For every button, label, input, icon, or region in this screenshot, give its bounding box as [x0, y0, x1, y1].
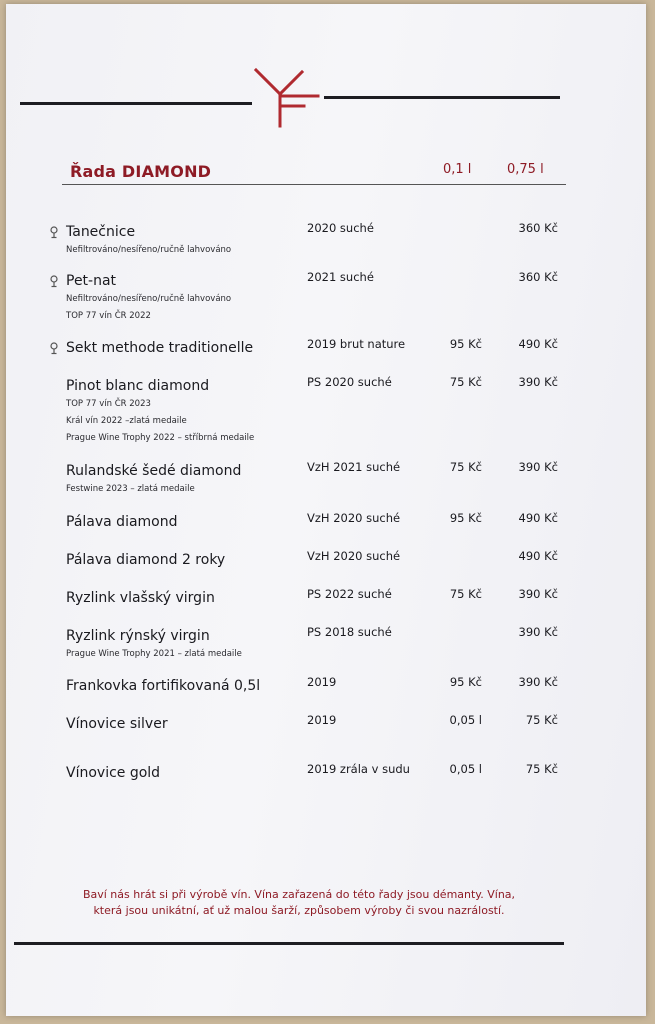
- top-rule-right: [324, 96, 560, 99]
- footer-note: [54, 887, 544, 919]
- price-bottle: 75 Kč: [525, 713, 558, 727]
- wine-note: Král vín 2022 –zlatá medaile: [66, 416, 187, 426]
- wine-note: Prague Wine Trophy 2022 – stříbrná medaile: [66, 433, 255, 443]
- price-bottle: 390 Kč: [518, 375, 558, 389]
- wine-glass-icon: [49, 342, 59, 356]
- footer-line-2: která jsou unikátní, ať už malou šarží, způsobem výroby či svou nazrálostí.: [93, 904, 505, 917]
- price-small: 75 Kč: [449, 460, 482, 474]
- menu-page: [6, 4, 646, 1016]
- wine-note: Nefiltrováno/nesířeno/ručně lahvováno: [66, 294, 232, 304]
- column-header-small: 0,1 l: [443, 162, 472, 177]
- price-small: 75 Kč: [449, 587, 482, 601]
- wine-name: Tanečnice: [66, 224, 136, 240]
- wine-name: Ryzlink vlašský virgin: [66, 590, 215, 606]
- price-bottle: 75 Kč: [525, 762, 558, 776]
- wine-name: Vínovice gold: [66, 765, 161, 781]
- wine-name: Rulandské šedé diamond: [66, 463, 242, 479]
- price-bottle: 490 Kč: [518, 511, 558, 525]
- wine-vintage: VzH 2021 suché: [307, 460, 401, 474]
- winery-logo: [254, 66, 324, 130]
- bottom-rule: [14, 942, 564, 945]
- wine-note: TOP 77 vín ČR 2023: [66, 399, 151, 409]
- wine-name: Vínovice silver: [66, 716, 168, 732]
- wine-vintage: 2021 suché: [307, 270, 374, 284]
- price-bottle: 360 Kč: [518, 270, 558, 284]
- price-small: 75 Kč: [449, 375, 482, 389]
- series-title: Řada DIAMOND: [70, 162, 212, 181]
- wine-vintage: VzH 2020 suché: [307, 549, 401, 563]
- wine-note: Nefiltrováno/nesířeno/ručně lahvováno: [66, 245, 232, 255]
- wine-name: Sekt methode traditionelle: [66, 340, 254, 356]
- wine-vintage: 2019 zrála v sudu: [307, 762, 410, 776]
- wine-vintage: VzH 2020 suché: [307, 511, 401, 525]
- wine-glass-icon: [49, 275, 59, 289]
- price-bottle: 390 Kč: [518, 460, 558, 474]
- wine-name: Ryzlink rýnský virgin: [66, 628, 210, 644]
- price-small: 95 Kč: [449, 337, 482, 351]
- wine-vintage: PS 2020 suché: [307, 375, 392, 389]
- wine-vintage: 2019: [307, 713, 337, 727]
- wine-glass-icon: [49, 226, 59, 240]
- price-small: 95 Kč: [449, 675, 482, 689]
- price-bottle: 490 Kč: [518, 549, 558, 563]
- wine-vintage: PS 2018 suché: [307, 625, 392, 639]
- price-bottle: 390 Kč: [518, 625, 558, 639]
- price-bottle: 390 Kč: [518, 675, 558, 689]
- top-rule-left: [20, 102, 252, 105]
- wine-note: Prague Wine Trophy 2021 – zlatá medaile: [66, 649, 242, 659]
- wine-vintage: 2020 suché: [307, 221, 374, 235]
- wine-vintage: 2019: [307, 675, 337, 689]
- column-header-large: 0,75 l: [507, 162, 544, 177]
- price-small: 95 Kč: [449, 511, 482, 525]
- wine-name: Pet-nat: [66, 273, 117, 289]
- wine-name: Pálava diamond 2 roky: [66, 552, 226, 568]
- header-divider: [62, 184, 566, 185]
- price-bottle: 490 Kč: [518, 337, 558, 351]
- price-small: 0,05 l: [449, 762, 482, 776]
- footer-line-1: Baví nás hrát si při výrobě vín. Vína zařazená do této řady jsou démanty. Vína,: [82, 888, 516, 901]
- wine-name: Pálava diamond: [66, 514, 178, 530]
- wine-note: Festwine 2023 – zlatá medaile: [66, 484, 195, 494]
- price-bottle: 390 Kč: [518, 587, 558, 601]
- price-bottle: 360 Kč: [518, 221, 558, 235]
- wine-vintage: 2019 brut nature: [307, 337, 406, 351]
- wine-name: Pinot blanc diamond: [66, 378, 210, 394]
- wine-vintage: PS 2022 suché: [307, 587, 392, 601]
- wine-note: TOP 77 vín ČR 2022: [66, 311, 151, 321]
- wine-name: Frankovka fortifikovaná 0,5l: [66, 678, 261, 694]
- price-small: 0,05 l: [449, 713, 482, 727]
